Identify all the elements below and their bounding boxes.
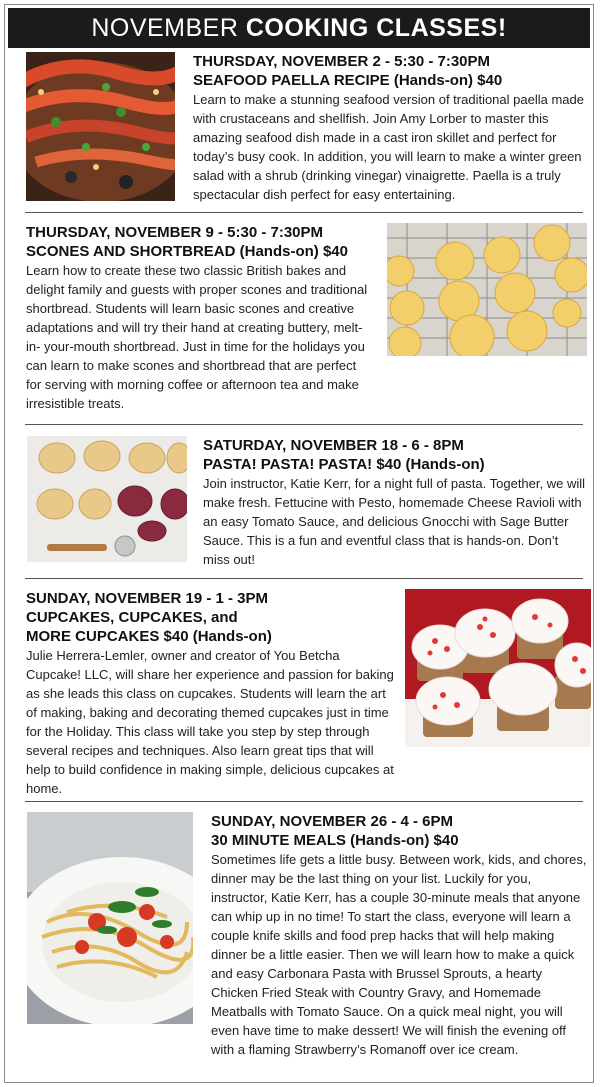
class-5-title-line (211, 831, 587, 850)
class-4-title-line1: CUPCAKES, CUPCAKES, and (26, 609, 238, 626)
divider-3 (25, 578, 583, 579)
banner-bold-text: COOKING CLASSES! (245, 14, 507, 42)
divider-4 (25, 801, 583, 802)
class-2-title: SCONES AND SHORTBREAD (26, 243, 236, 260)
class-3-date: SATURDAY, NOVEMBER 18 - 6 - 8PM (203, 437, 464, 454)
class-3 (203, 436, 587, 569)
class-4-date: SUNDAY, NOVEMBER 19 - 1 - 3PM (26, 590, 269, 607)
banner (8, 8, 590, 48)
class-3-description: Join instructor, Katie Kerr, for a night full of pasta. Together, we will make fresh. Fettucine with Pesto, homemade Cheese Ravioli with an easy Tomato Sauce, and delicious Gnocchi with Sage Butter Sauce. This is a fun and eventful class that is hands-on. Don’t miss out! (203, 476, 586, 567)
class-2 (26, 223, 370, 413)
class-5-date: SUNDAY, NOVEMBER 26 - 4 - 6PM (211, 813, 454, 830)
class-1-title-line (193, 71, 585, 90)
class-5-tag: (Hands-on) $40 (346, 832, 459, 849)
class-4-tag: (Hands-on) (188, 628, 272, 645)
class-5-title: 30 MINUTE MEALS (211, 832, 347, 849)
class-2-description: Learn how to create these two classic British bakes and delight family and guests with proper scones and traditional shortbread. Students will learn basic scones and creative adaptations and will try their hand at creating buttery, melt-in- your-mouth shortbread. Just in time for the holidays you can learn to make scones and shortbread that are perfect for serving with morning coffee or afternoon tea and make irresistible treats. (26, 263, 368, 411)
class-4 (26, 589, 398, 798)
class-5-description: Sometimes life gets a little busy. Between work, kids, and chores, dinner may be the last thing on your list. Luckily for you, instructor, Katie Kerr, has a couple 30-minute meals that anyone can whip up in no time! To start the class, everyone will learn a couple knife skills and food prep hacks that will help making dinner be a little easier. Then we will learn how to make a quick and easy Carbonara Pasta with Brussel Sprouts, a hearty Chicken Fried Steak with Country Gravy, and Homemade Meatballs with Tomato Sauce. On a quick meal night, you will even have time to make dessert! We will finish the evening off with a flaming Strawberry’s Romanoff over ice cream. (211, 852, 587, 1057)
class-4-description: Julie Herrera-Lemler, owner and creator of You Betcha Cupcake! LLC, will share her experience and passion for baking as she leads this class on cupcakes. Students will learn the art of making, baking and decorating themed cupcakes just in time for the Holiday. This class will take you step by step through several recipes and techniques. Also learn great tips that will help to build confidence in making simple, delicious cupcakes at home. (26, 648, 394, 796)
class-5 (211, 812, 587, 1059)
class-1-title: SEAFOOD PAELLA RECIPE (193, 72, 390, 89)
class-2-tag: (Hands-on) $40 (235, 243, 348, 260)
class-1-date: THURSDAY, NOVEMBER 2 - 5:30 - 7:30PM (193, 53, 491, 70)
shortbread-photo (387, 223, 587, 356)
pasta-plate-photo (27, 812, 193, 1024)
cupcakes-photo (405, 589, 591, 747)
class-3-title: PASTA! PASTA! PASTA! $40 (203, 456, 402, 473)
class-4-title-line (26, 627, 398, 646)
class-2-title-line (26, 242, 370, 261)
class-3-tag: (Hands-on) (401, 456, 485, 473)
class-3-title-line (203, 455, 587, 474)
pasta-photo (27, 436, 187, 562)
class-1-tag: (Hands-on) $40 (389, 72, 503, 89)
divider-2 (25, 424, 583, 425)
class-4-title: MORE CUPCAKES $40 (26, 628, 189, 645)
flyer-page (4, 4, 594, 1083)
class-1-description: Learn to make a stunning seafood version of traditional paella made with crustaceans and shellfish. Join Amy Lorber to master this amazing seafood dish made in a cast iron skillet and perfect for today’s busy cook. In addition, you will learn to make a winter green salad with a shrub (drinking vinegar) vinaigrette. Paella is a truly spectacular dish perfect for easy entertaining. (193, 92, 584, 202)
class-2-date: THURSDAY, NOVEMBER 9 - 5:30 - 7:30PM (26, 224, 324, 241)
paella-photo (26, 52, 175, 201)
banner-light-text: NOVEMBER (91, 14, 246, 42)
class-1 (193, 52, 585, 204)
divider-1 (25, 212, 583, 213)
